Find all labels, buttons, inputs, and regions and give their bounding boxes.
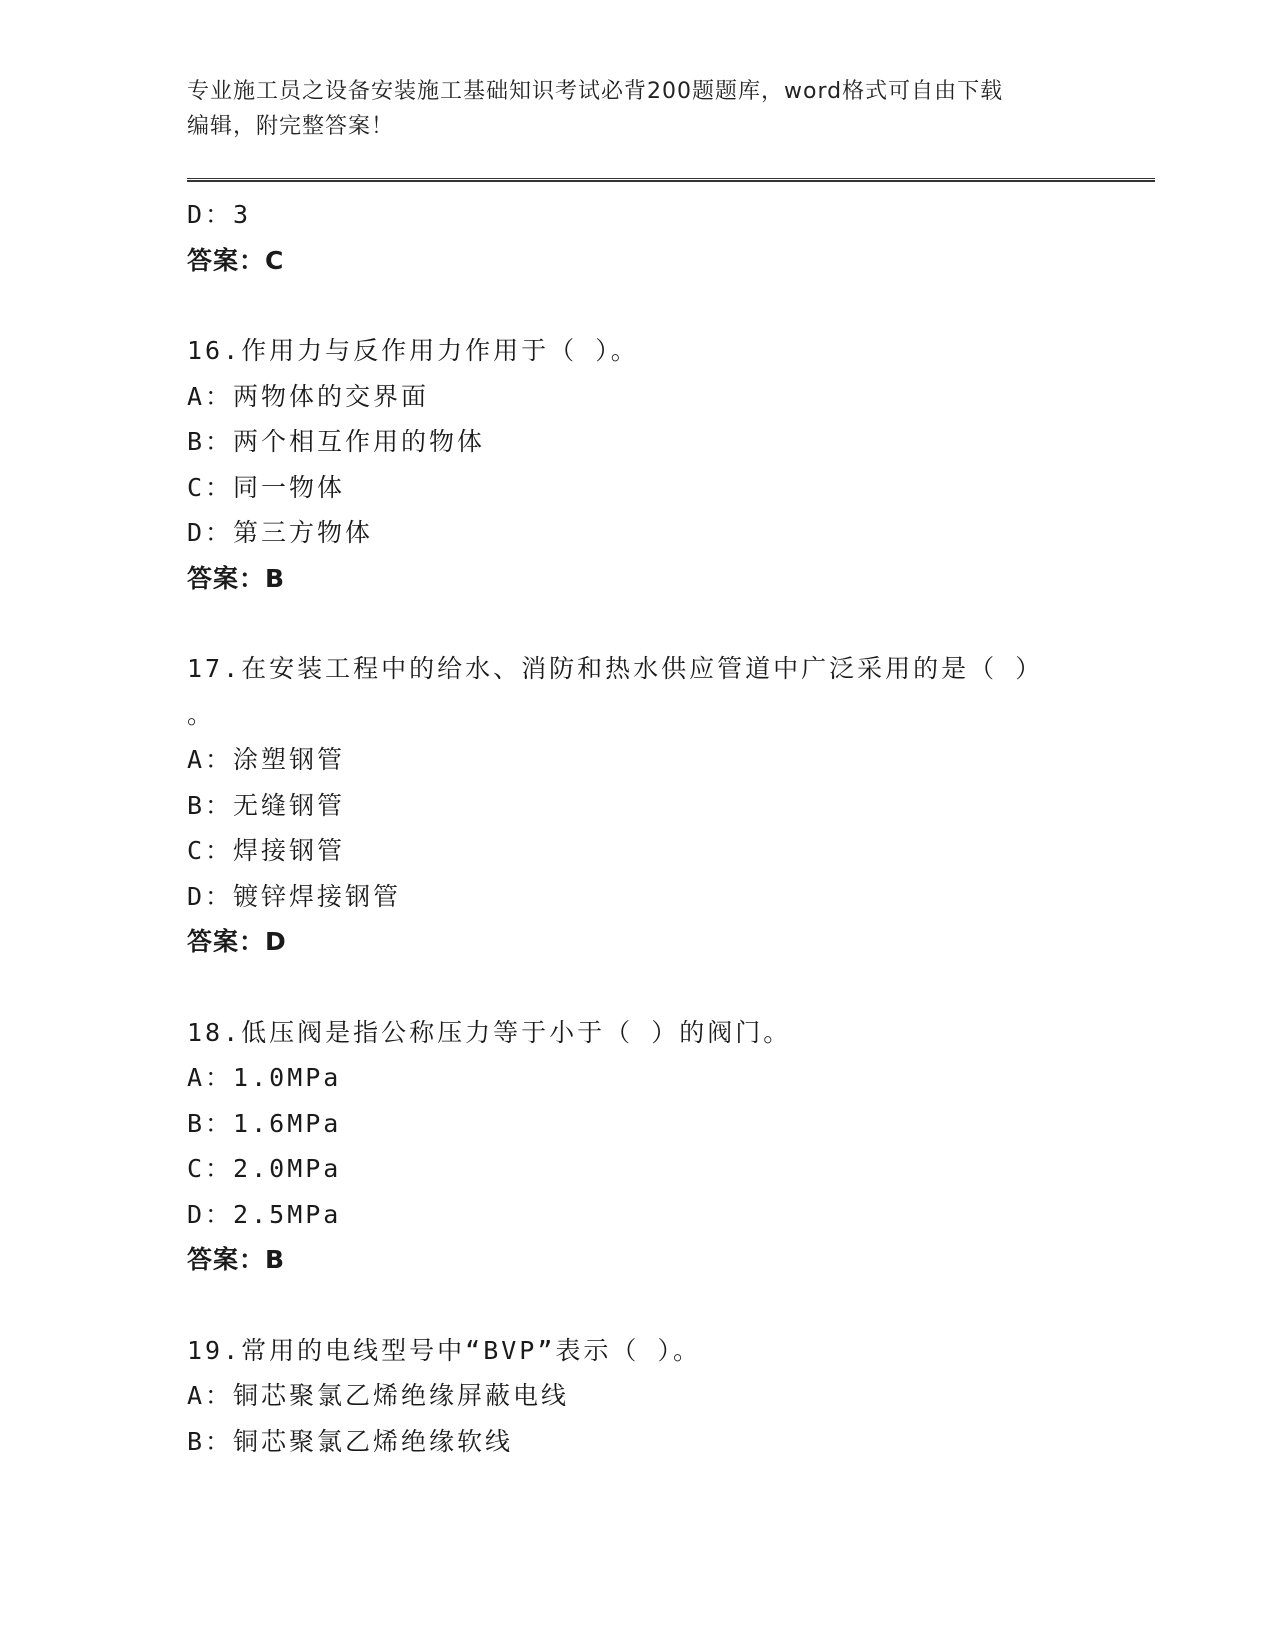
- option-b: B：1.6MPa: [187, 1108, 342, 1138]
- question-stem-continuation: 。: [187, 699, 216, 729]
- option-c: C：同一物体: [187, 472, 346, 502]
- question-stem: 16.作用力与反作用力作用于（ ）。: [187, 336, 639, 365]
- spacer: [187, 965, 1087, 1010]
- option-a: A：1.0MPa: [187, 1063, 342, 1092]
- question-stem: 19.常用的电线型号中“BVP”表示（ ）。: [187, 1335, 701, 1365]
- option-d: D：第三方物体: [187, 518, 374, 547]
- option-d: D：镀锌焊接钢管: [187, 881, 402, 911]
- question-19: [187, 1328, 1087, 1465]
- option-a: A：两物体的交界面: [187, 381, 430, 411]
- question-16: [187, 328, 1087, 601]
- option-b: B：无缝钢管: [187, 790, 346, 820]
- spacer: [187, 283, 1087, 328]
- option-d: D：2.5MPa: [187, 1199, 342, 1229]
- spacer: [187, 1283, 1087, 1328]
- spacer: [187, 601, 1087, 646]
- option-c: C：2.0MPa: [187, 1154, 342, 1183]
- question-content: [187, 192, 1087, 1464]
- question-stem: 18.低压阀是指公称压力等于小于（ ）的阀门。: [187, 1017, 792, 1047]
- question-17: [187, 646, 1087, 965]
- header-title-line-2: 编辑，附完整答案！: [187, 114, 395, 139]
- answer-carryover: 答案：C: [187, 245, 285, 275]
- header-divider: [187, 178, 1155, 182]
- answer: 答案：B: [187, 1245, 286, 1274]
- option-b: B：铜芯聚氯乙烯绝缘软线: [187, 1426, 514, 1456]
- option-b: B：两个相互作用的物体: [187, 427, 486, 456]
- option-a: A：涂塑钢管: [187, 745, 346, 774]
- option-a: A：铜芯聚氯乙烯绝缘屏蔽电线: [187, 1381, 570, 1410]
- page-header: [187, 74, 1067, 144]
- question-18: [187, 1010, 1087, 1283]
- answer: 答案：D: [187, 927, 287, 956]
- header-title-line-1: 专业施工员之设备安装施工基础知识考试必背200题题库，word格式可自由下载: [187, 79, 1004, 104]
- option-c: C：焊接钢管: [187, 836, 346, 865]
- option-d-carryover: D：3: [187, 200, 252, 229]
- question-stem: 17.在安装工程中的给水、消防和热水供应管道中广泛采用的是（ ）: [187, 654, 1044, 683]
- answer: 答案：B: [187, 563, 286, 593]
